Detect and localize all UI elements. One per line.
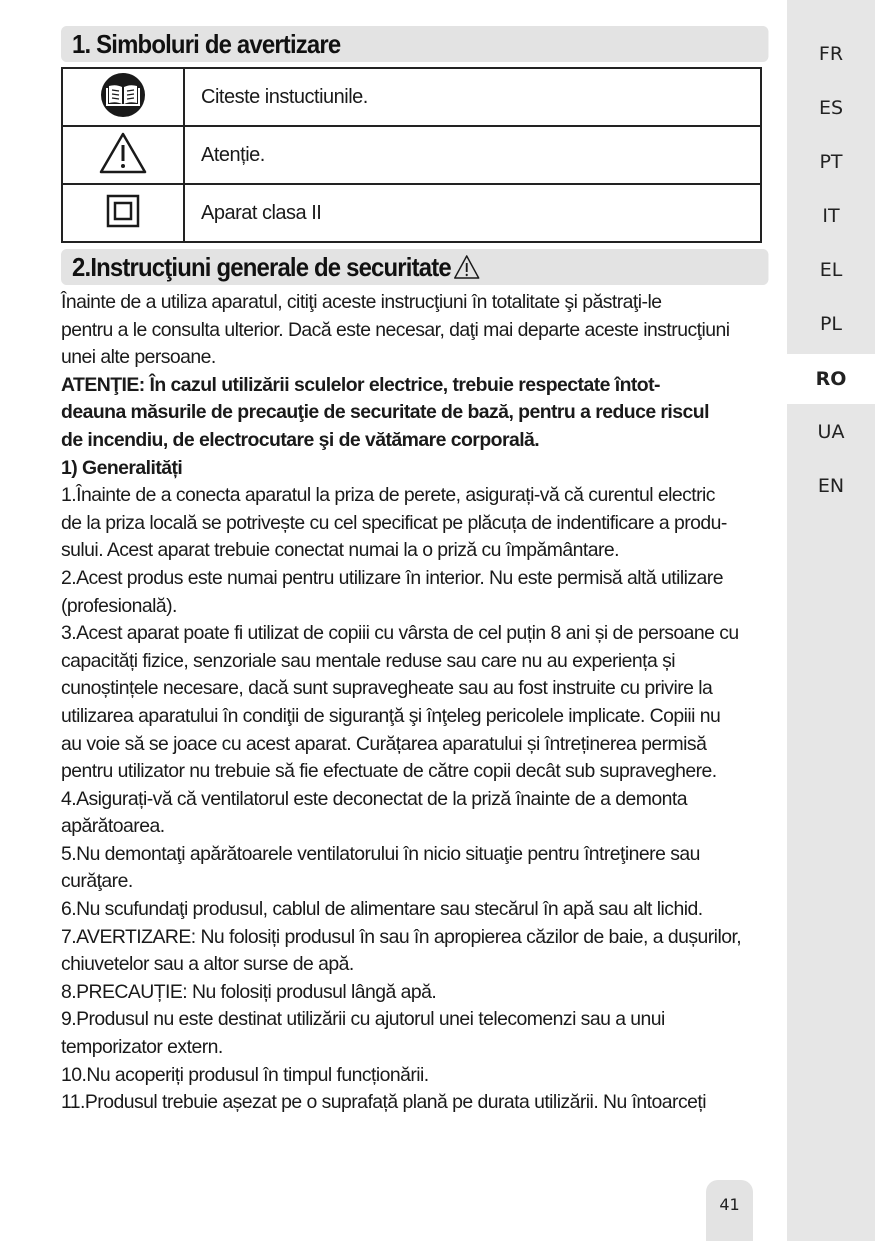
section-heading-warning-symbols: 1. Simboluri de avertizare bbox=[61, 26, 768, 62]
lang-en[interactable]: EN bbox=[817, 475, 845, 497]
item-line: capacități fizice, senzoriale sau mentale reduse sau care nu au experiența și bbox=[61, 649, 676, 672]
symbol-text: Citeste instuctiunile. bbox=[184, 68, 761, 126]
item-line: 10.Nu acoperiți produsul în timpul funcționării. bbox=[61, 1063, 429, 1086]
lang-es[interactable]: ES bbox=[818, 97, 844, 119]
lang-ua[interactable]: UA bbox=[817, 421, 845, 443]
item-line: pentru utilizator nu trebuie să fie efectuate de către copii decât sub supraveghere. bbox=[61, 760, 717, 783]
warning-icon bbox=[98, 131, 148, 175]
lang-pt[interactable]: PT bbox=[819, 151, 843, 173]
item-line: au voie să se joace cu acest aparat. Curățarea aparatului și întreținerea permisă bbox=[61, 732, 707, 755]
lang-fr[interactable]: FR bbox=[818, 43, 844, 65]
item-line: (profesională). bbox=[61, 594, 177, 617]
warning-line: de incendiu, de electrocutare şi de vătămare corporală. bbox=[61, 428, 540, 451]
item-line: 2.Acest produs este numai pentru utilizare în interior. Nu este permisă altă utilizare bbox=[61, 566, 723, 589]
symbol-icon-cell bbox=[62, 184, 184, 242]
item-line: chiuvetelor sau a altor surse de apă. bbox=[61, 953, 354, 976]
symbols-table bbox=[61, 67, 762, 243]
lang-it[interactable]: IT bbox=[822, 205, 840, 227]
intro-line: pentru a le consulta ulterior. Dacă este necesar, daţi mai departe aceste instrucţiuni bbox=[61, 318, 730, 341]
item-line: apărătoarea. bbox=[61, 815, 165, 838]
subheading-general: 1) Generalități bbox=[61, 456, 183, 479]
item-line: sului. Acest aparat trebuie conectat numai la o priză cu împământare. bbox=[61, 539, 619, 562]
warning-line: deauna măsurile de precauţie de securitate de bază, pentru a reduce riscul bbox=[61, 401, 709, 424]
lang-ro-active[interactable]: RO bbox=[787, 354, 875, 404]
table-row bbox=[62, 184, 761, 242]
item-line: 4.Asigurați-vă că ventilatorul este deconectat de la priză înainte de a demonta bbox=[61, 787, 687, 810]
item-line: 8.PRECAUȚIE: Nu folosiți produsul lângă apă. bbox=[61, 980, 437, 1003]
item-line: curăţare. bbox=[61, 870, 133, 893]
item-line: 9.Produsul nu este destinat utilizării cu ajutorul unei telecomenzi sau a unui bbox=[61, 1008, 665, 1031]
symbol-text: Atenție. bbox=[184, 126, 761, 184]
page-number: 41 bbox=[706, 1180, 753, 1241]
safety-body bbox=[61, 289, 764, 1117]
item-line: 7.AVERTIZARE: Nu folosiți produsul în sau în apropierea căzilor de baie, a dușurilor, bbox=[61, 925, 742, 948]
symbol-text: Aparat clasa II bbox=[184, 184, 761, 242]
item-line: 3.Acest aparat poate fi utilizat de copiii cu vârsta de cel puțin 8 ani și de persoane cu bbox=[61, 622, 739, 645]
symbol-icon-cell bbox=[62, 126, 184, 184]
intro-line: Înainte de a utiliza aparatul, citiţi aceste instrucţiuni în totalitate şi păstraţi-le bbox=[61, 291, 662, 313]
intro-line: unei alte persoane. bbox=[61, 346, 216, 369]
class-ii-icon bbox=[106, 194, 140, 228]
item-line: cunoștințele necesare, dacă sunt supravegheate sau au fost instruite cu privire la bbox=[61, 677, 713, 700]
item-line: 5.Nu demontaţi apărătoarele ventilatorului în nicio situaţie pentru întreţinere sau bbox=[61, 842, 700, 865]
section-heading-safety-text: 2.Instrucţiuni generale de securitate bbox=[72, 252, 451, 282]
item-line: temporizator extern. bbox=[61, 1036, 223, 1059]
lang-el[interactable]: EL bbox=[819, 259, 843, 281]
symbol-icon-cell bbox=[62, 68, 184, 126]
item-line: 11.Produsul trebuie așezat pe o suprafață plană pe durata utilizării. Nu întoarceți bbox=[61, 1091, 706, 1114]
item-line: 6.Nu scufundaţi produsul, cablul de alimentare sau stecărul în apă sau alt lichid. bbox=[61, 898, 703, 921]
warning-line: ATENŢIE: În cazul utilizării sculelor electrice, trebuie respectate întot- bbox=[61, 373, 660, 396]
language-sidebar bbox=[787, 0, 875, 1241]
table-row bbox=[62, 68, 761, 126]
item-line: 1.Înainte de a conecta aparatul la priza de perete, asigurați-vă că curentul electric bbox=[61, 484, 715, 507]
item-line: utilizarea aparatului în condiţii de siguranţă şi înţeleg pericolele implicate. Copiii nu bbox=[61, 704, 721, 727]
page-content bbox=[61, 26, 764, 1117]
section-heading-safety bbox=[61, 249, 768, 285]
table-row bbox=[62, 126, 761, 184]
read-instructions-icon bbox=[100, 72, 146, 118]
warning-icon bbox=[453, 254, 481, 280]
lang-pl[interactable]: PL bbox=[819, 313, 843, 335]
item-line: de la priza locală se potrivește cu cel specificat pe plăcuța de indentificare a produ- bbox=[61, 511, 727, 534]
